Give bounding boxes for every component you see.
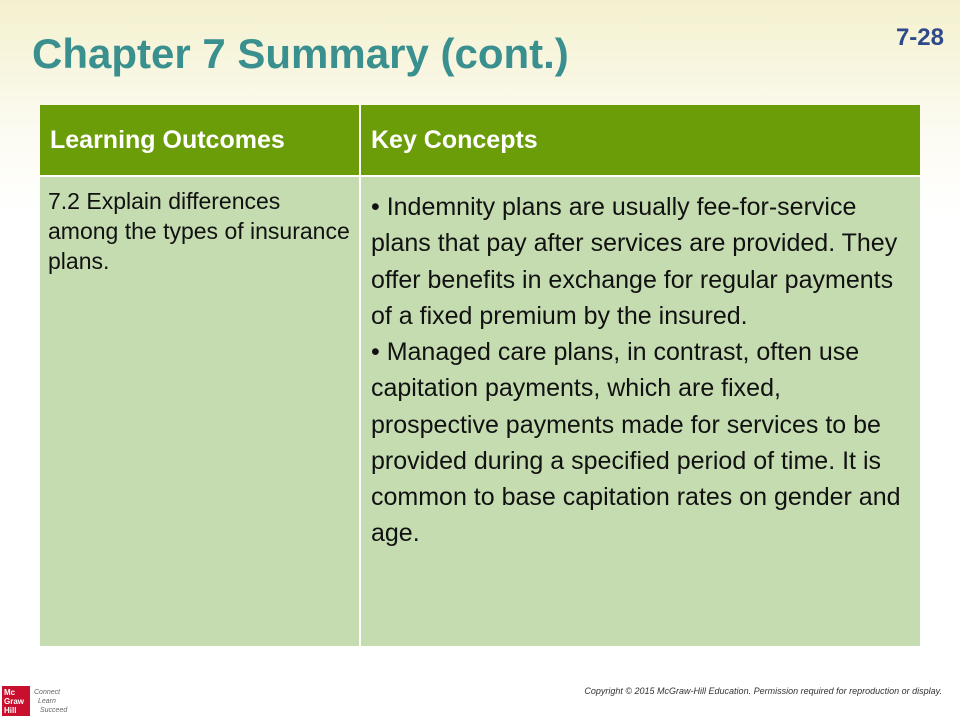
- logo-tagline-line-2: Learn: [38, 698, 56, 705]
- table-header-row: [40, 105, 920, 176]
- slide-number: 7-28: [895, 24, 944, 51]
- learning-outcome-cell: [40, 176, 360, 646]
- key-concept-managed-care: • Managed care plans, in contrast, often use capitation payments, which are fixed, prospective payments made for services to be provided during a specified period of time. It is common to base capitation rates on gender and age.: [371, 338, 901, 548]
- logo-tagline-line-1: Connect: [34, 689, 61, 696]
- learning-outcome-text: 7.2 Explain differences among the types of insurance plans.: [48, 188, 350, 274]
- logo-mark-line-1: Mc: [4, 688, 16, 697]
- table-row: [40, 176, 920, 646]
- logo-tagline-line-3: Succeed: [40, 707, 68, 714]
- logo-mark-line-2: Graw: [4, 697, 25, 706]
- summary-table: [40, 105, 920, 646]
- header-key-concepts: Key Concepts: [360, 105, 920, 176]
- header-learning-outcomes: Learning Outcomes: [40, 105, 360, 176]
- slide-title: Chapter 7 Summary (cont.): [32, 30, 569, 77]
- logo-mark-line-3: Hill: [4, 706, 17, 715]
- mcgraw-hill-logo: [0, 684, 80, 718]
- key-concepts-cell: [360, 176, 920, 646]
- key-concept-indemnity: • Indemnity plans are usually fee-for-service plans that pay after services are provided. They offer benefits in exchange for regular payments of a fixed premium by the insured.: [371, 193, 898, 330]
- copyright-notice: Copyright © 2015 McGraw-Hill Education. Permission required for reproduction or display.: [584, 686, 942, 696]
